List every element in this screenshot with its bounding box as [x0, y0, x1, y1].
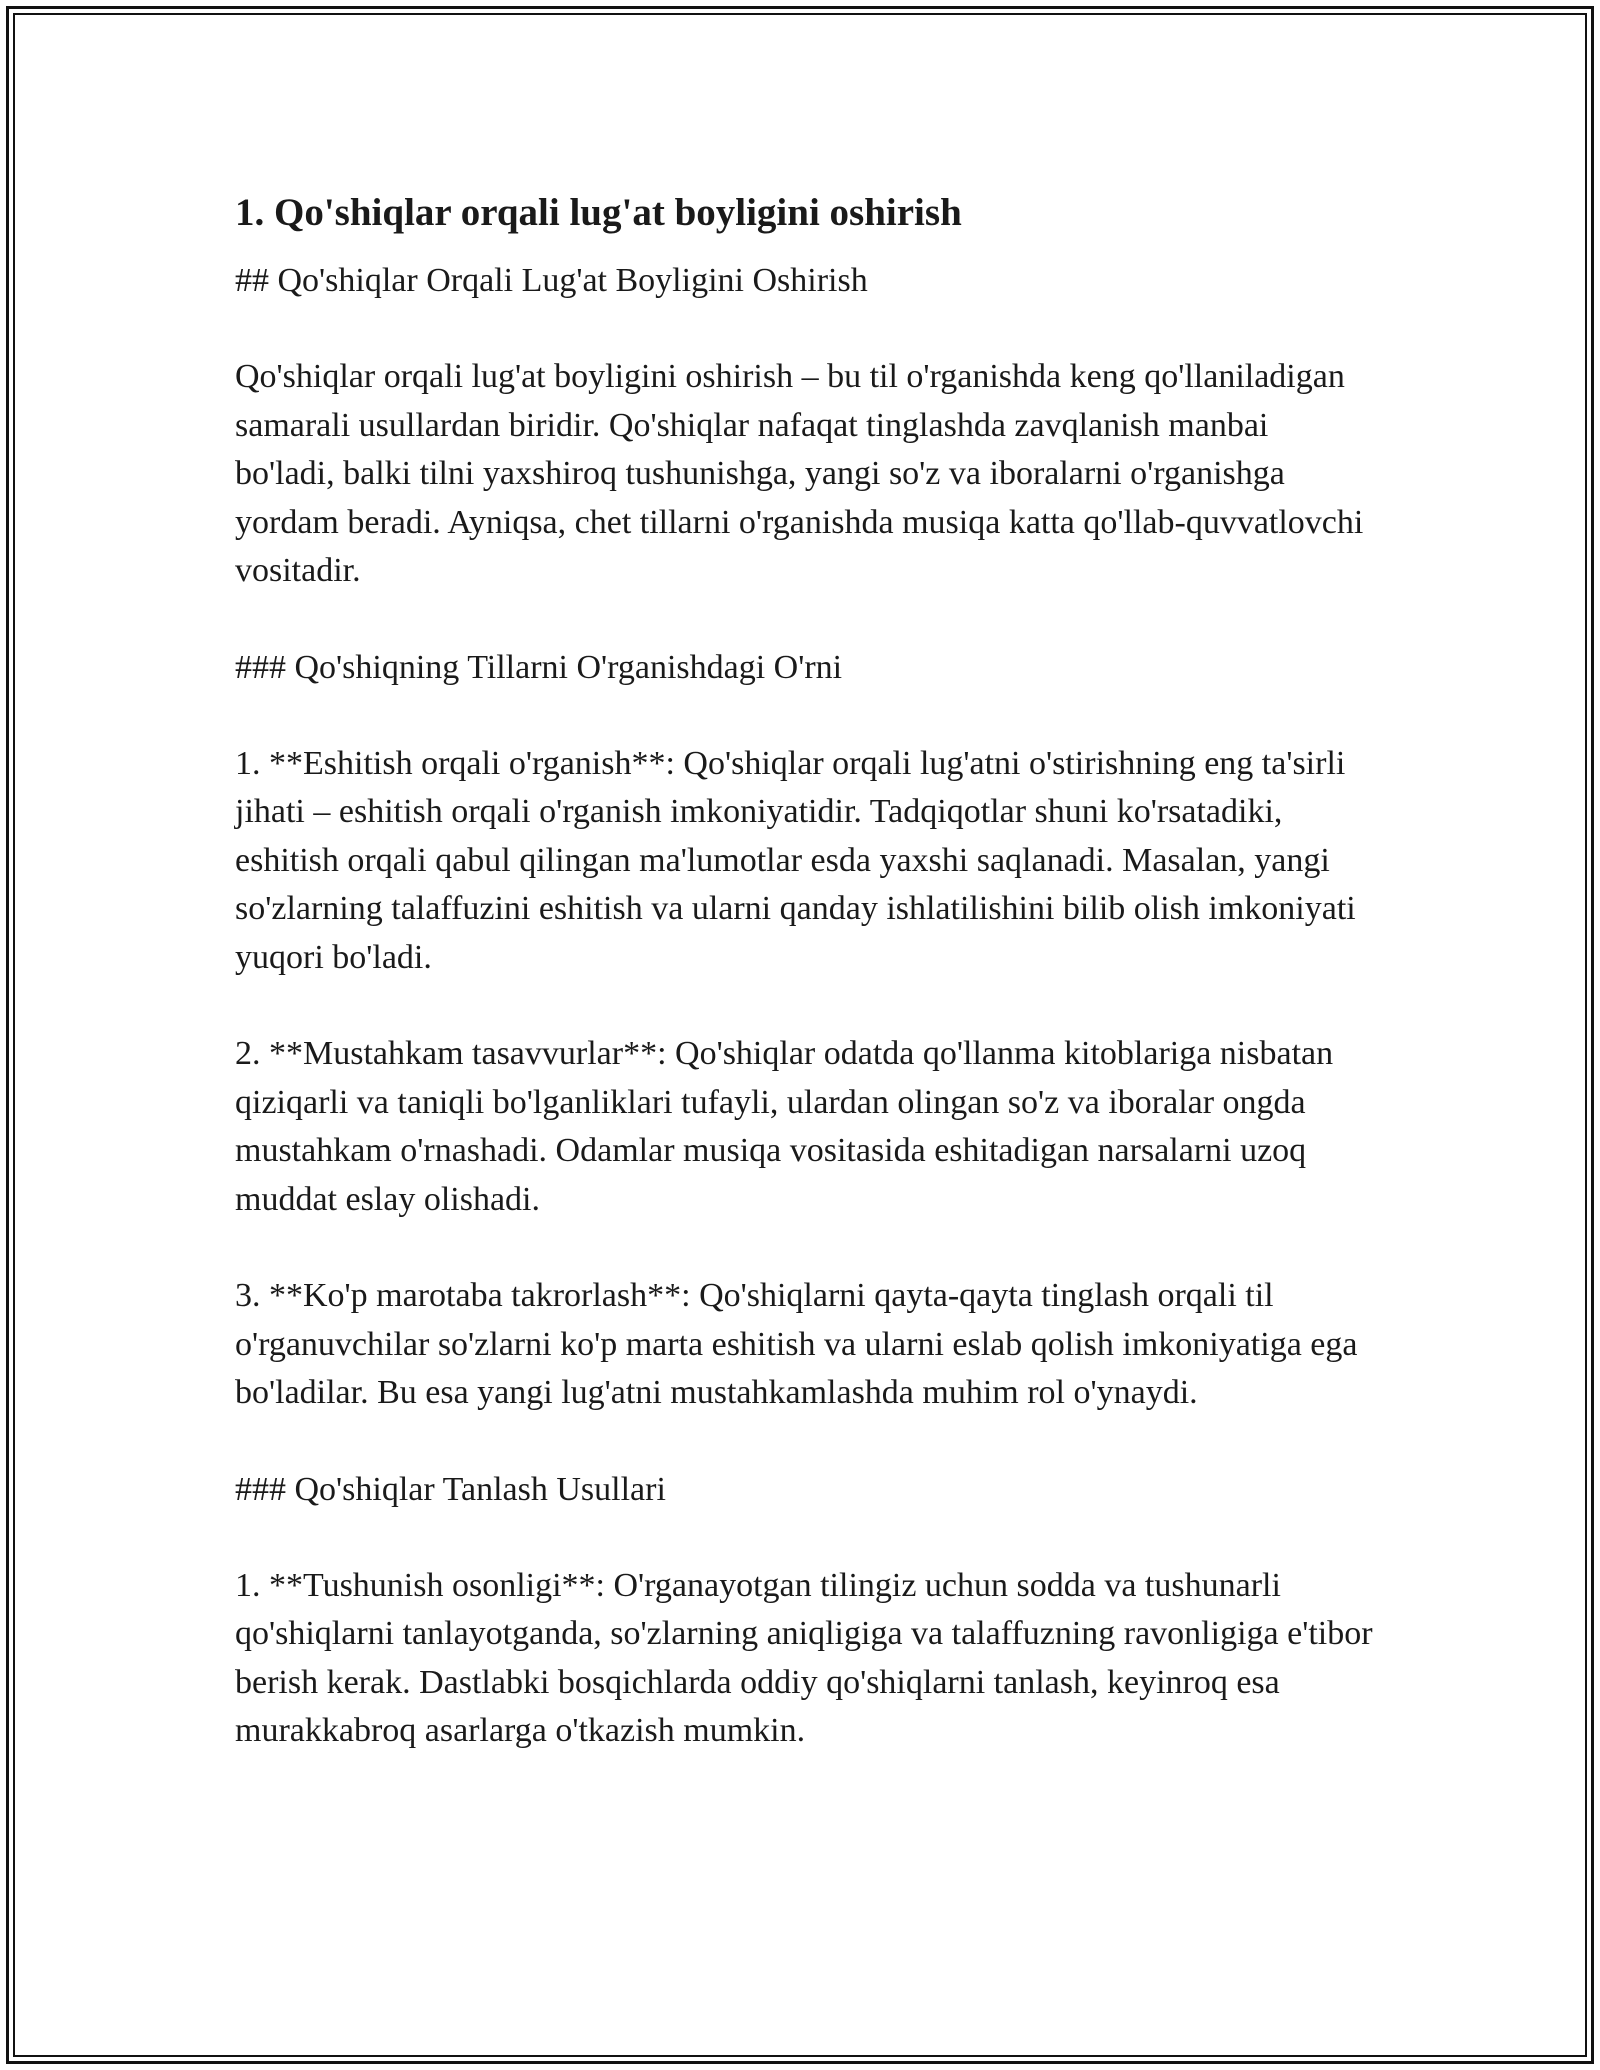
section-heading-selection: ### Qo'shiqlar Tanlash Usullari	[235, 1470, 666, 1508]
document-body	[235, 185, 1375, 1756]
list-item-ease: 1. **Tushunish osonligi**: O'rganayotgan tilingiz uchun sodda va tushunarli qo'shiqlarni tanlayotganda, so'zlarning aniqligiga va talaffuzning ravonligiga e'tibor berish kerak. Dastlabki bosqichlarda oddiy qo'shiqlarni tanlash, keyinroq esa murakkabroq asarlarga o'tkazish mumkin.	[235, 1566, 1373, 1749]
list-item-repetition: 3. **Ko'p marotaba takrorlash**: Qo'shiqlarni qayta-qayta tinglash orqali til o'rganuvchilar so'zlarni ko'p marta eshitish va ularni eslab qolish imkoniyatiga ega bo'ladilar. Bu esa yangi lug'atni mustahkamlashda muhim rol o'ynaydi.	[235, 1277, 1358, 1411]
list-item-strong-impressions: 2. **Mustahkam tasavvurlar**: Qo'shiqlar odatda qo'llanma kitoblariga nisbatan qiziqarli va taniqli bo'lganliklari tufayli, ulardan olingan so'z va iboralar ongda mustahkam o'rnashadi. Odamlar musiqa vositasida eshitadigan narsalarni uzoq muddat eslay olishadi.	[235, 1035, 1334, 1218]
list-item-listening: 1. **Eshitish orqali o'rganish**: Qo'shiqlar orqali lug'atni o'stirishning eng ta'sirli jihati – eshitish orqali o'rganish imkoniyatidir. Tadqiqotlar shuni ko'rsatadiki, eshitish orqali qabul qilingan ma'lumotlar esda yaxshi saqlanadi. Masalan, yangi so'zlarning talaffuzini eshitish va ularni qanday ishlatilishini bilib olish imkoniyati yuqori bo'ladi.	[235, 744, 1356, 976]
markdown-subtitle: ## Qo'shiqlar Orqali Lug'at Boyligini Oshirish	[235, 262, 868, 299]
intro-paragraph: Qo'shiqlar orqali lug'at boyligini oshirish – bu til o'rganishda keng qo'llaniladigan samarali usullardan biridir. Qo'shiqlar nafaqat tinglashda zavqlanish manbai bo'ladi, balki tilni yaxshiroq tushunishga, yangi so'z va iboralarni o'rganishga yordam beradi. Ayniqsa, chet tillarni o'rganishda musiqa katta qo'llab-quvvatlovchi vositadir.	[235, 358, 1364, 589]
section-heading-role: ### Qo'shiqning Tillarni O'rganishdagi O'rni	[235, 648, 843, 686]
document-title: 1. Qo'shiqlar orqali lug'at boyligini oshirish	[235, 191, 962, 234]
